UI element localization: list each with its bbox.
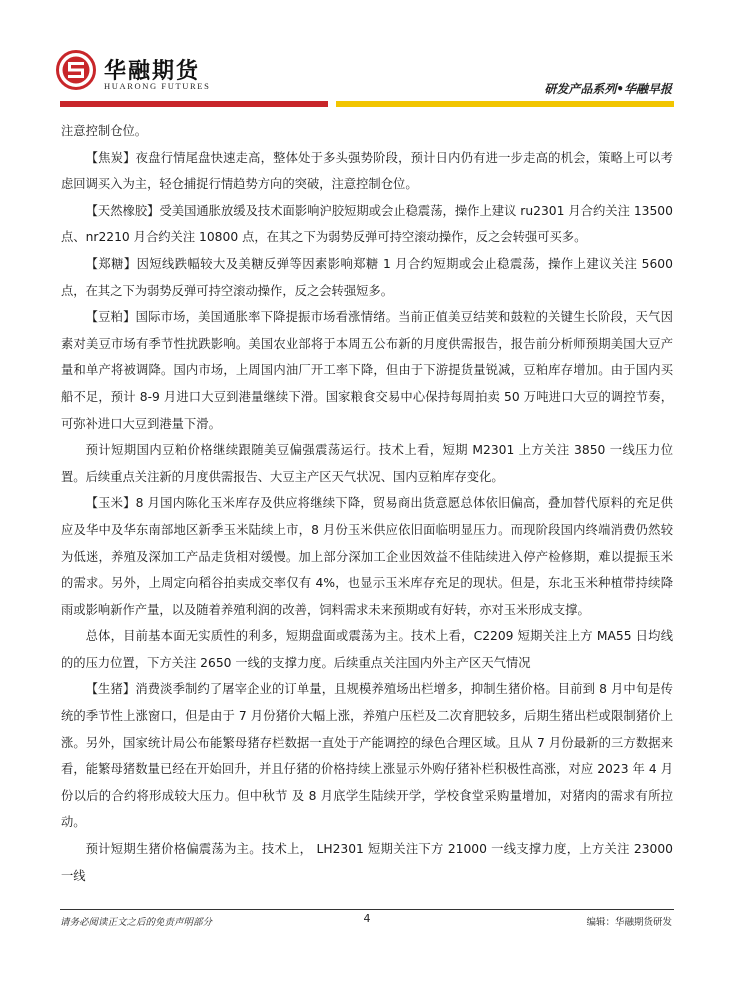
paragraph-text: 受美国通胀放缓及技术面影响沪胶短期或会止稳震荡，操作上建议 ru2301 月合约关注 13500 点、nr2210 月合约关注 10800 点，在其之下为弱势反弹可持空滚动操作，反之会转强可买多。 xyxy=(61,203,673,245)
company-name-cn: 华融期货 xyxy=(104,58,201,84)
paragraph xyxy=(61,623,673,676)
huarong-logo-icon xyxy=(56,50,96,90)
paragraph xyxy=(61,437,673,490)
paragraph-text: 8 月国内陈化玉米库存及供应将继续下降，贸易商出货意愿总体依旧偏高，叠加替代原料的充足供应及华中及华东南部地区新季玉米陆续上市，8 月份玉米供应依旧面临明显压力。而现阶段国内终端消费仍然较为低迷，养殖及深加工产品走货相对缓慢。加上部分深加工企业因效益不佳陆续进入停产检修期，难以提振玉米的需求。另外，上周定向稻谷拍卖成交率仅有 4%，也显示玉米库存充足的现状。但是，东北玉米种植带持续降雨或影响新作产量，以及随着养殖利润的改善，饲料需求未来预期或有好转，亦对玉米形成支撑。 xyxy=(61,496,673,617)
footer-divider xyxy=(60,909,674,910)
page-number: 4 xyxy=(363,912,371,925)
header-bar-red xyxy=(60,101,328,107)
paragraph: 【郑糖】因短线跌幅较大及美糖反弹等因素影响郑糖 1 月合约短期或会止稳震荡，操作上建议关注 5600 点，在其之下为弱势反弹可持空滚动操作，反之会转强短多。 xyxy=(61,256,673,298)
paragraph-text: 预计短期生猪价格偏震荡为主。技术上， LH2301 短期关注下方 21000 一线支撑力度，上方关注 23000 一线 xyxy=(61,842,673,883)
report-series-title: 研发产品系列•华融早报 xyxy=(544,82,672,96)
paragraph-text: 夜盘行情尾盘快速走高，整体处于多头强势阶段，预计日内仍有进一步走高的机会，策略上可以考虑回调买入为主，轻仓捕捉行情趋势方向的突破，注意控制仓位。 xyxy=(61,150,673,192)
paragraph: 【玉米】8 月国内陈化玉米库存及供应将继续下降，贸易商出货意愿总体依旧偏高，叠加替代原料的充足供应及华中及华东南部地区新季玉米陆续上市，8 月份玉米供应依旧面临明显压力。而现阶段国内终端消费仍然较为低迷，养殖及深加工产品走货相对缓慢。加上部分深加工企业因效益不佳陆续进入停产检修期，难以提振玉米的需求。另外，上周定向稻谷拍卖成交率仅有 4%，也显示玉米库存充足的现状。但是，东北玉米种植带持续降雨或影响新作产量，以及随着养殖利润的改善，饲料需求未来预期或有好转，亦对玉米形成支撑。 xyxy=(61,496,673,617)
paragraph xyxy=(61,118,673,145)
paragraph-text: 总体，目前基本面无实质性的利多，短期盘面或震荡为主。技术上看，C2209 短期关注上方 MA55 日均线的的压力位置，下方关注 2650 一线的支撑力度。后续重点关注国内外主产区天气情况 xyxy=(61,629,673,670)
report-body xyxy=(61,118,673,908)
commodity-tag: 豆粕 xyxy=(98,310,124,325)
paragraph: 【豆粕】国际市场，美国通胀率下降提振市场看涨情绪。当前正值美豆结荚和鼓粒的关键生长阶段，天气因素对美豆市场有季节性扰跌影响。美国农业部将于本周五公布新的月度供需报告，报告前分析师预期美国大豆产量和单产将被调降。国内市场，上周国内油厂开工率下降，但由于下游提货量锐减，豆粕库存增加。由于国内买船不足，预计 8-9 月进口大豆到港量继续下滑。国家粮食交易中心保持每周拍卖 50 万吨进口大豆的调控节奏，可弥补进口大豆到港量下滑。 xyxy=(61,310,673,431)
header-bar-gold xyxy=(336,101,674,107)
company-name-en: HUARONG FUTURES xyxy=(104,81,211,91)
page-header xyxy=(0,0,734,112)
paragraph-text: 注意控制仓位。 xyxy=(61,124,148,138)
paragraph: 【生猪】消费淡季制约了屠宰企业的订单量，且规模养殖场出栏增多，抑制生猪价格。目前到 8 月中旬是传统的季节性上涨窗口，但是由于 7 月份猪价大幅上涨，养殖户压栏及二次育肥较多，后期生猪出栏或限制猪价上涨。另外，国家统计局公布能繁母猪存栏数据一直处于产能调控的绿色合理区域。且从 7 月份最新的三方数据来看，能繁母猪数量已经在开始回升，并且仔猪的价格持续上涨显示外购仔猪补栏积极性高涨，对应 2023 年 4 月份以后的合约将形成较大压力。但中秋节 及 8 月底学生陆续开学，学校食堂采购量增加，对猪肉的需求有所拉动。 xyxy=(61,682,673,830)
paragraph-text: 国际市场，美国通胀率下降提振市场看涨情绪。当前正值美豆结荚和鼓粒的关键生长阶段，天气因素对美豆市场有季节性扰跌影响。美国农业部将于本周五公布新的月度供需报告，报告前分析师预期美国大豆产量和单产将被调降。国内市场，上周国内油厂开工率下降，但由于下游提货量锐减，豆粕库存增加。由于国内买船不足，预计 8-9 月进口大豆到港量继续下滑。国家粮食交易中心保持每周拍卖 50 万吨进口大豆的调控节奏，可弥补进口大豆到港量下滑。 xyxy=(61,310,673,431)
footer-disclaimer: 请务必阅读正文之后的免责声明部分 xyxy=(60,917,213,928)
paragraph xyxy=(61,836,673,889)
paragraph-text: 因短线跌幅较大及美糖反弹等因素影响郑糖 1 月合约短期或会止稳震荡，操作上建议关注 5600 点，在其之下为弱势反弹可持空滚动操作，反之会转强短多。 xyxy=(61,256,673,298)
footer-author: 编辑：华融期货研发 xyxy=(586,917,672,928)
commodity-tag: 天然橡胶 xyxy=(97,203,148,218)
commodity-tag: 郑糖 xyxy=(98,256,124,271)
paragraph: 【天然橡胶】受美国通胀放缓及技术面影响沪胶短期或会止稳震荡，操作上建议 ru2301 月合约关注 13500 点、nr2210 月合约关注 10800 点，在其之下为弱势反弹可持空滚动操作，反之会转强可买多。 xyxy=(61,203,673,245)
paragraph-text: 消费淡季制约了屠宰企业的订单量，且规模养殖场出栏增多，抑制生猪价格。目前到 8 月中旬是传统的季节性上涨窗口，但是由于 7 月份猪价大幅上涨，养殖户压栏及二次育肥较多，后期生猪出栏或限制猪价上涨。另外，国家统计局公布能繁母猪存栏数据一直处于产能调控的绿色合理区域。且从 7 月份最新的三方数据来看，能繁母猪数量已经在开始回升，并且仔猪的价格持续上涨显示外购仔猪补栏积极性高涨，对应 2023 年 4 月份以后的合约将形成较大压力。但中秋节 及 8 月底学生陆续开学，学校食堂采购量增加，对猪肉的需求有所拉动。 xyxy=(61,682,673,830)
paragraph-text: 预计短期国内豆粕价格继续跟随美豆偏强震荡运行。技术上看，短期 M2301 上方关注 3850 一线压力位置。后续重点关注新的月度供需报告、大豆主产区天气状况、国内豆粕库存变化。 xyxy=(61,443,673,484)
commodity-tag: 玉米 xyxy=(98,496,124,511)
paragraph: 【焦炭】夜盘行情尾盘快速走高，整体处于多头强势阶段，预计日内仍有进一步走高的机会，策略上可以考虑回调买入为主，轻仓捕捉行情趋势方向的突破，注意控制仓位。 xyxy=(61,150,673,192)
commodity-tag: 焦炭 xyxy=(98,150,124,165)
commodity-tag: 生猪 xyxy=(98,682,123,697)
